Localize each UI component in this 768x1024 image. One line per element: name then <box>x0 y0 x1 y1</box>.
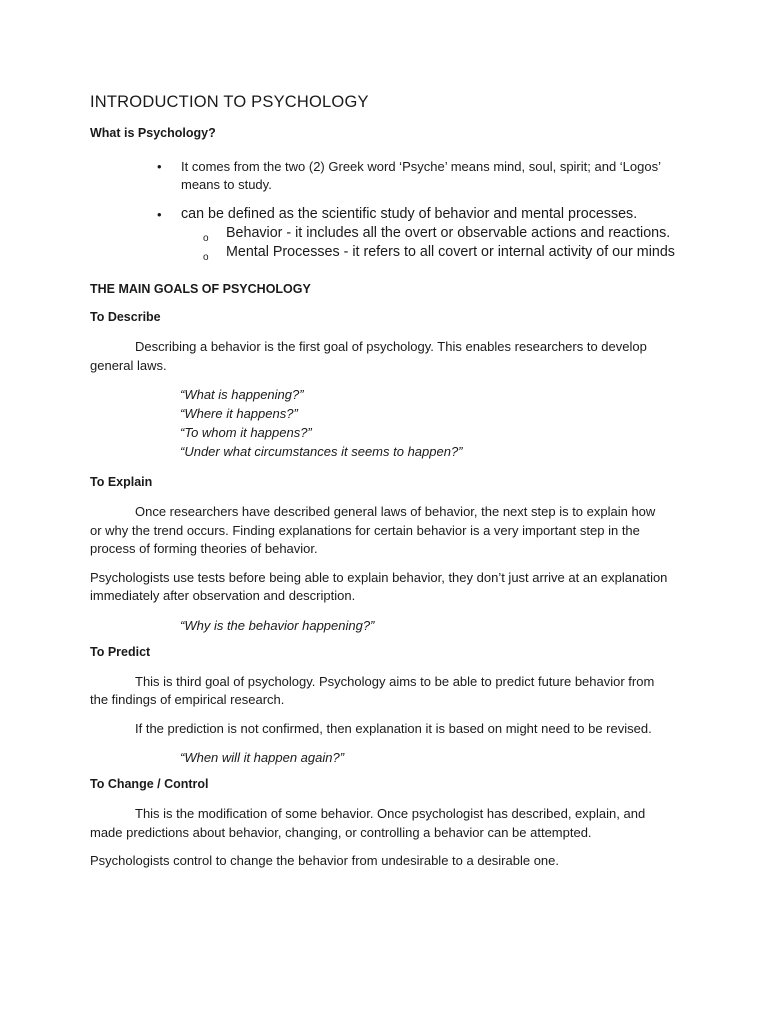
bullet-icon: • <box>157 159 162 174</box>
describe-question-2: “Where it happens?” <box>180 406 298 421</box>
describe-question-4: “Under what circumstances it seems to happen?” <box>180 444 463 459</box>
explain-heading: To Explain <box>90 475 153 489</box>
control-heading: To Change / Control <box>90 777 209 791</box>
circle-bullet-icon: o <box>203 252 209 263</box>
control-paragraph-1: This is the modification of some behavior. Once psychologist has described, explain, and made predictions about behavior, changing, or controlling a behavior can be attempted. <box>90 806 646 840</box>
sub-item-behavior <box>181 224 676 243</box>
predict-question: “When will it happen again?” <box>180 750 345 765</box>
predict-heading: To Predict <box>90 644 151 659</box>
what-is-psychology-heading: What is Psychology? <box>90 126 216 140</box>
predict-paragraph-1: This is third goal of psychology. Psychology aims to be able to predict future behavior from the findings of empirical research. <box>90 673 655 707</box>
explain-question: “Why is the behavior happening?” <box>180 617 375 633</box>
explain-paragraph-2: Psychologists use tests before being able to explain behavior, they don’t just arrive at an explanation immediately after observation and description. <box>90 569 668 603</box>
control-paragraph-2: Psychologists control to change the behavior from undesirable to a desirable one. <box>90 853 560 868</box>
describe-question-3: “To whom it happens?” <box>180 425 312 440</box>
sub-item-text: Mental Processes - it refers to all covert or internal activity of our minds <box>226 244 675 260</box>
bullet-text: It comes from the two (2) Greek word ‘Psyche’ means mind, soul, spirit; and ‘Logos’ means to study. <box>181 159 661 192</box>
definition-list <box>90 158 768 262</box>
predict-paragraph-2: If the prediction is not confirmed, then explanation it is based on might need to be revised. <box>135 720 652 736</box>
sub-item-mental-processes <box>181 243 676 262</box>
bullet-item-definition <box>90 205 681 262</box>
circle-bullet-icon: o <box>203 233 209 244</box>
sub-item-text: Behavior - it includes all the overt or observable actions and reactions. <box>226 225 671 241</box>
main-goals-heading: THE MAIN GOALS OF PSYCHOLOGY <box>90 282 311 296</box>
bullet-item-origin <box>90 158 681 194</box>
bullet-icon: • <box>157 207 162 222</box>
page-title: INTRODUCTION TO PSYCHOLOGY <box>90 93 369 111</box>
describe-paragraph: Describing a behavior is the first goal of psychology. This enables researchers to develop general laws. <box>90 339 647 373</box>
bullet-text: can be defined as the scientific study of behavior and mental processes. <box>181 206 638 222</box>
explain-paragraph-1: Once researchers have described general laws of behavior, the next step is to explain how or why the trend occurs. Finding explanations for certain behavior is a very important step in the process of forming theories of behavior. <box>90 504 656 556</box>
describe-heading: To Describe <box>90 310 161 324</box>
sub-list <box>181 224 681 262</box>
describe-question-1: “What is happening?” <box>180 387 304 402</box>
